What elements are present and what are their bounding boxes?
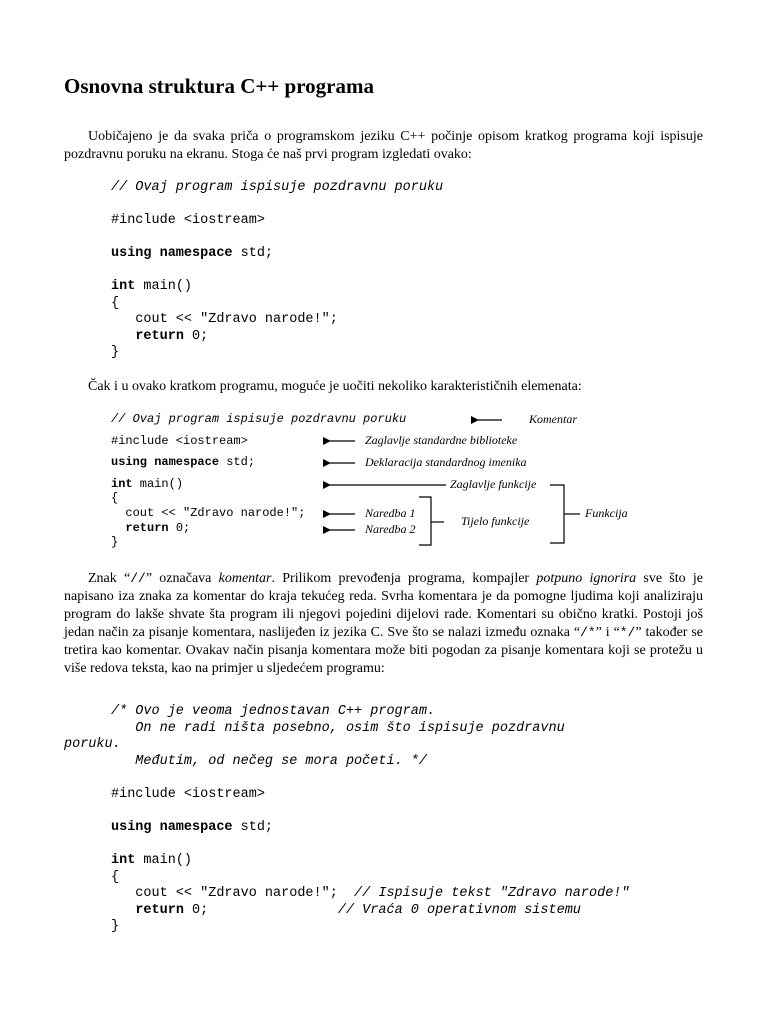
code-block-2-comment — [111, 704, 565, 737]
label-naredba-2: Naredba 2 — [365, 522, 416, 536]
diagram-code-include: #include <iostream> — [111, 433, 248, 448]
diagram-code-cout: cout << "Zdravo narode!"; — [111, 505, 306, 520]
code2-cout-comment: // Ispisuje tekst "Zdravo narode!" — [354, 886, 630, 901]
code2-return-rest: 0; — [183, 902, 338, 918]
intro-text: Uobičajeno je da svaka priča o programskom jeziku C++ počinje opisom kratkog programa koji ispisuje pozdravnu poruku na ekranu. Stoga će naš prvi program izgledati ovako: — [64, 129, 703, 162]
code-cout: cout << "Zdravo narode!"; — [111, 312, 338, 327]
paragraph-3 — [64, 570, 703, 678]
diagram-code-comment: // Ovaj program ispisuje pozdravnu poruku — [111, 412, 407, 426]
label-deklaracija: Deklaracija standardnog imenika — [365, 455, 527, 469]
diagram-code-using-rest: std; — [219, 455, 256, 470]
code2-return-comment: // Vraća 0 operativnom sistemu — [337, 902, 581, 918]
code2-include: #include <iostream> — [111, 787, 265, 802]
code-return-keyword: return — [135, 328, 184, 344]
diagram-code-return-rest: 0; — [168, 520, 191, 535]
code-block-2-comment-end — [111, 754, 427, 771]
paragraph-2-text: Čak i u ovako kratkom programu, moguće je uočiti nekoliko karakterističnih elemenata: — [88, 379, 582, 394]
bracket-funkcija — [550, 485, 564, 543]
code2-return-keyword: return — [135, 902, 184, 918]
p3-code-1: // — [130, 571, 146, 586]
code-block-2-comment-wrap — [64, 737, 121, 754]
p3-code-2: /* — [580, 625, 596, 640]
label-zaglavlje-funkcije: Zaglavlje funkcije — [450, 477, 537, 491]
code-close-brace: } — [111, 345, 120, 360]
p3-text-4: sve što je napisano iza znaka za komentar do kraja tekućeg reda. Svrha komentara je da pomogne ljudima koji analiziraju program do lakše shvate šta program ili njegovi pojedini dijelovi rade. Komentari su obično kratki. Postoji još jedan način za pisanje komentara, naslijeđen iz jezika C. Sve što se nalazi između oznaka “ — [64, 571, 703, 640]
code2-comment-line-3: poruku. — [64, 737, 121, 752]
code2-main: main() — [135, 853, 193, 868]
label-tijelo-funkcije: Tijelo funkcije — [461, 514, 530, 528]
label-funkcija: Funkcija — [585, 506, 628, 520]
p3-text-5: ” i “ — [595, 625, 620, 640]
code2-cout: cout << "Zdravo narode!"; — [111, 886, 355, 901]
label-zaglavlje-biblioteke: Zaglavlje standardne biblioteke — [365, 433, 518, 447]
code-open-brace: { — [111, 295, 120, 311]
code-using-keyword: using namespace — [111, 246, 233, 261]
code-return-rest: 0; — [183, 328, 209, 344]
p3-italic-1: komentar — [218, 571, 272, 586]
p3-text-1: Znak “ — [88, 571, 131, 586]
p3-text-3: . Prilikom prevođenja programa, kompajler — [271, 571, 537, 586]
code2-using-rest: std; — [232, 820, 274, 835]
code2-comment-line-1: /* Ovo je veoma jednostavan C++ program. — [111, 704, 436, 719]
code2-comment-line-4: Međutim, od nečeg se mora početi. */ — [111, 754, 427, 769]
code2-using-keyword: using namespace — [111, 820, 233, 835]
code2-comment-line-2: On ne radi ništa posebno, osim što ispisuje pozdravnu — [111, 720, 565, 736]
code-main: main() — [135, 279, 193, 294]
code-block-2 — [111, 787, 630, 936]
diagram-code-close-brace: } — [111, 535, 119, 550]
diagram-code-return-keyword: return — [125, 520, 169, 535]
diagram-code-using-keyword: using namespace — [111, 455, 220, 470]
p3-text-2: ” označava — [145, 571, 219, 586]
code-int-keyword: int — [111, 279, 136, 294]
diagram-code-main: main() — [132, 476, 184, 491]
label-naredba-1: Naredba 1 — [365, 506, 416, 520]
label-komentar: Komentar — [529, 412, 577, 426]
diagram-code-int-keyword: int — [111, 476, 133, 491]
code2-close-brace: } — [111, 919, 120, 934]
p3-code-3: */ — [619, 625, 636, 640]
p3-text-6: ” također se tretira kao komentar. Ovakav način pisanja komentara može biti pogodan za pisanje komentara koji se protežu u više redova teksta, kao na primjer u sljedećem programu: — [64, 625, 704, 676]
p3-italic-2: potpuno ignorira — [536, 571, 637, 586]
page-title: Osnovna struktura C++ programa — [64, 74, 374, 98]
code-using-rest: std; — [232, 246, 274, 261]
diagram-code-open-brace: { — [111, 491, 119, 506]
bracket-tijelo — [419, 497, 431, 545]
code-include: #include <iostream> — [111, 213, 265, 228]
code2-int-keyword: int — [111, 853, 136, 868]
code-comment: // Ovaj program ispisuje pozdravnu poruku — [111, 180, 444, 195]
code2-open-brace: { — [111, 869, 120, 885]
